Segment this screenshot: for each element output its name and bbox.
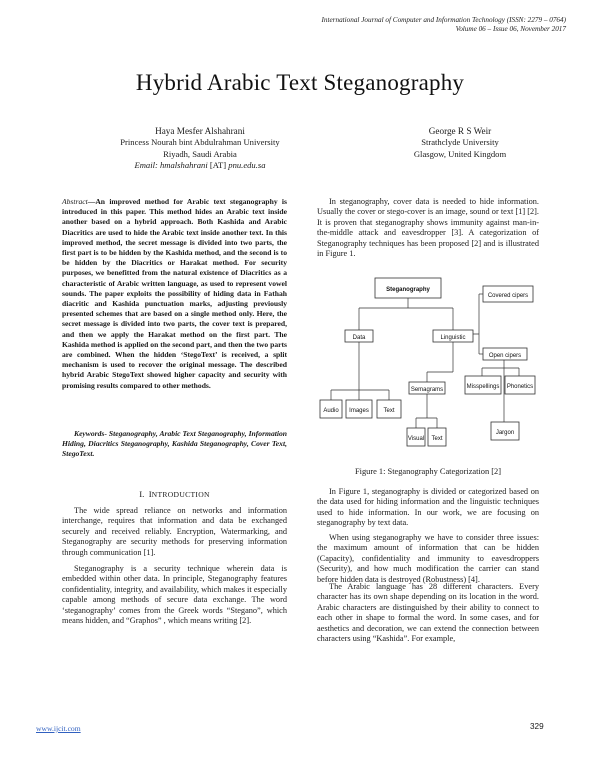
node-open-cipers <box>483 348 527 360</box>
svg-text:Phonetics: Phonetics <box>506 384 534 390</box>
node-visual <box>407 428 425 446</box>
page-number: 329 <box>530 722 544 731</box>
svg-text:Text: Text <box>383 408 395 414</box>
node-data <box>345 330 373 342</box>
node-linguistic <box>433 330 473 342</box>
node-steganography <box>375 278 441 298</box>
keywords: Keywords- Steganography, Arabic Text Steganography, Information Hiding, Diacritics Steganography, Kashida Steganography, Cover Text, StegoText. <box>62 429 287 459</box>
author-affiliation: Princess Nourah bint Abdulrahman University <box>120 137 280 148</box>
svg-text:Text: Text <box>431 436 443 442</box>
svg-text:Images: Images <box>349 408 369 414</box>
node-text <box>377 400 401 418</box>
svg-text:Steganography: Steganography <box>386 287 430 293</box>
svg-text:Jargon: Jargon <box>495 430 515 436</box>
author-email: Email: hmalshahrani [AT] pnu.edu.sa <box>134 160 266 171</box>
abstract-lead: Abstract <box>62 197 88 206</box>
author-block-2 <box>345 126 575 160</box>
node-misspellings <box>465 376 501 394</box>
svg-text:Covered cipers: Covered cipers <box>487 293 529 299</box>
author-location: Glasgow, United Kingdom <box>413 148 507 159</box>
svg-text:Semagrams: Semagrams <box>410 387 444 393</box>
svg-text:Audio: Audio <box>323 408 339 414</box>
node-semagrams <box>409 382 445 394</box>
journal-header <box>322 16 567 34</box>
author-name: Haya Mesfer Alshahrani <box>155 126 245 136</box>
right-paragraph-2: In Figure 1, steganography is divided or categorized based on the data used for hiding information and the linguistic techniques used to hide information. In our work, we are focusing on steganography by text data. <box>317 487 539 528</box>
intro-paragraph-2: Steganography is a security technique wherein data is embedded within other data. In principle, Steganography features confidentiality, integrity, and availability, which makes it especially capable among methods of secure data exchange. The word ‘steganography’ comes from the Greek words “Stegano”, which means hidden, and “Graphos” , which means writing [2]. <box>62 564 287 626</box>
author-name: George R S Weir <box>428 126 492 136</box>
intro-paragraph-1: The wide spread reliance on networks and information interchange, requires that information and data be exchanged securely and received reliably. Encryption, Watermarking, and Steganography are security methods for preserving information through communication [1]. <box>62 506 287 557</box>
journal-line: International Journal of Computer and Information Technology (ISSN: 2279 – 0764) <box>321 16 566 24</box>
node-audio <box>320 400 342 418</box>
svg-text:Misspellings: Misspellings <box>466 384 500 390</box>
node-jargon <box>491 422 519 440</box>
issue-line: Volume 06 – Issue 06, November 2017 <box>455 25 566 33</box>
right-paragraph-3: When using steganography we have to consider three issues: the maximum amount of information that can be hidden (Capacity), confidentiality and immunity to eavesdroppers (Security), and how much modification the carrier can stand before hidden data is destroyed (Robustness) [4]. <box>317 533 539 584</box>
author-location: Riyadh, Saudi Arabia <box>163 148 237 159</box>
section-heading-introduction: I. INTRODUCTION <box>139 489 210 499</box>
abstract-text: An improved method for Arabic text steganography is introduced in this paper. This method hides an Arabic text inside another based on a hybrid approach. Both Kashida and Arabic Diacritics are used to hide the Arabic text inside another text. In this improved method, the secret message is divided into two parts, the first part is to be hidden by the Kashida method, and the second is to be hidden by the Diacritics or Harakat method. For security purposes, we benefitted from the natural existence of Diacritics as a characteristic of Arabic written language, as used to represent vowel sounds. The paper exploits the possibility of hiding data in Fathah diacritic and Kashida punctuation marks, adjusting previously presented schemes that are based on a single method only. Here, the secret message is divided into two parts, the cover text is prepared, and then we apply the Harakat method on the first part. The Kashida method is applied on the second part, and then the two parts are combined. When the hidden ‘StegoText’ is received, a split mechanism is used to recover the original message. The described hybrid Arabic StegoText showed higher capacity and security with promising results compared to other methods. <box>62 197 287 390</box>
abstract: Abstract—An improved method for Arabic text steganography is introduced in this paper. This method hides an Arabic text inside another based on a hybrid approach. Both Kashida and Arabic Diacritics are used to hide the Arabic text inside another text. In this improved method, the secret message is divided into two parts, the first part is to be hidden by the Kashida method, and the second is to be hidden by the Diacritics or Harakat method. For security purposes, we benefitted from the natural existence of Diacritics as a characteristic of Arabic written language, as used to represent vowel sounds. The paper exploits the possibility of hiding data in Fathah diacritic and Kashida punctuation marks, adjusting previously presented schemes that are based on a single method only. Here, the secret message is divided into two parts, the cover text is prepared, and then we apply the Harakat method on the first part. The Kashida method is applied on the second part, and then the two parts are combined. When the hidden ‘StegoText’ is received, a split mechanism is used to recover the original message. The described hybrid Arabic StegoText showed higher capacity and security with promising results compared to other methods. <box>62 197 287 390</box>
figure-caption: Figure 1: Steganography Categorization [2] <box>354 467 502 476</box>
node-text-semagram <box>428 428 446 446</box>
node-images <box>346 400 372 418</box>
paper-title: Hybrid Arabic Text Steganography <box>135 70 465 95</box>
right-paragraph-1: In steganography, cover data is needed to hide information. Usually the cover or stego-cover is an image, sound or text [1] [2]. It is proven that steganography shows immunity against man-in-the-middle attack and eavesdropper [3]. A categorization of Steganography techniques has been proposed [2] and is illustrated in Figure 1. <box>317 197 539 259</box>
figure-steganography-categorization <box>317 272 539 460</box>
svg-text:Linguistic: Linguistic <box>440 335 466 341</box>
footer-url-link[interactable]: www.ijcit.com <box>36 724 81 733</box>
svg-text:Visual: Visual <box>407 436 425 442</box>
right-paragraph-4: The Arabic language has 28 different characters. Every character has its own shape depending on its location in the word. Arabic characters are distinguished by their ability to connect to each other in shape to formal the word. In some cases, and for aesthetics and decoration, we can extend the connection between characters using “Kashida”. For example, <box>317 582 539 644</box>
node-phonetics <box>505 376 535 394</box>
author-block-1 <box>95 126 305 172</box>
categorization-diagram <box>317 272 539 460</box>
svg-text:Data: Data <box>352 335 366 341</box>
svg-text:Open cipers: Open cipers <box>488 353 522 359</box>
author-affiliation: Strathclyde University <box>421 137 499 148</box>
node-covered-cipers <box>483 286 533 302</box>
